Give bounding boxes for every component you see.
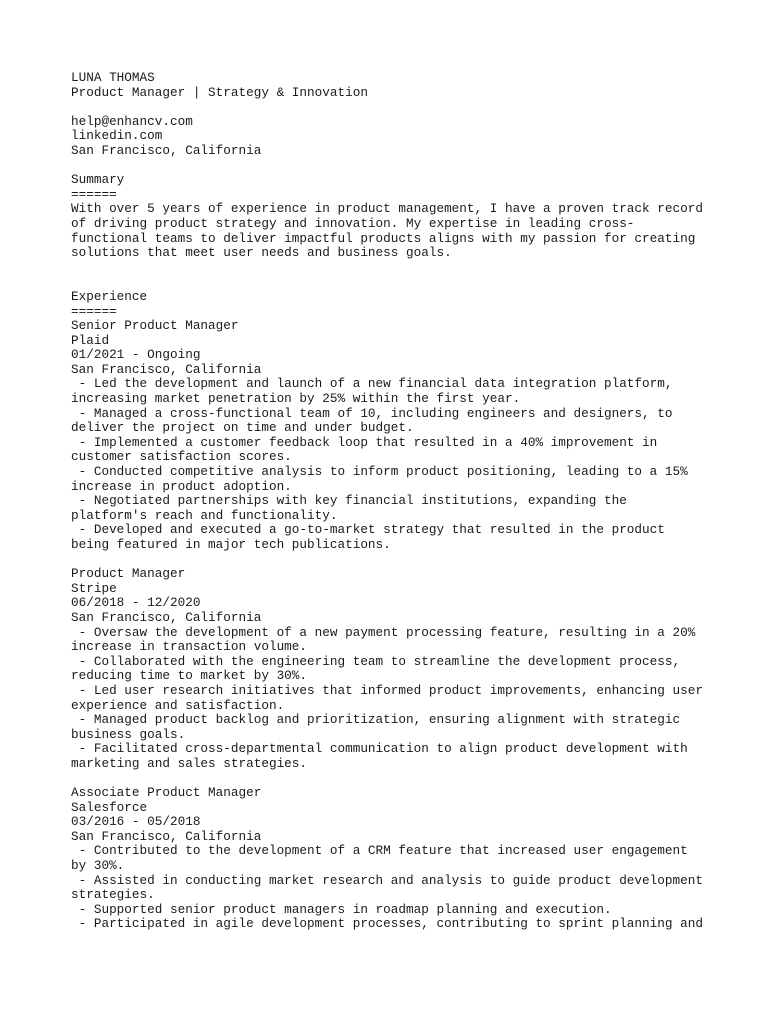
job-bullet-line: platform's reach and functionality. bbox=[71, 507, 338, 523]
job-bullet-line: - Managed a cross-functional team of 10, including engineers and designers, to bbox=[71, 405, 673, 421]
job-role: Associate Product Manager bbox=[71, 785, 262, 801]
candidate-name: LUNA THOMAS bbox=[71, 70, 155, 85]
job-bullet-line: - Oversaw the development of a new payment processing feature, resulting in a 20% bbox=[71, 624, 696, 640]
summary-body bbox=[71, 202, 711, 260]
spacer bbox=[71, 100, 711, 115]
job-company: Stripe bbox=[71, 580, 117, 596]
job-bullet-line: strategies. bbox=[71, 887, 155, 903]
job-bullet-line: - Supported senior product managers in roadmap planning and execution. bbox=[71, 901, 612, 917]
job-bullet-line: - Negotiated partnerships with key financial institutions, expanding the bbox=[71, 493, 627, 509]
summary-heading: Summary bbox=[71, 172, 125, 188]
job-bullet-line: experience and satisfaction. bbox=[71, 697, 285, 713]
job-bullet-line: - Developed and executed a go-to-market strategy that resulted in the product bbox=[71, 522, 665, 538]
job-bullet-line: - Contributed to the development of a CRM feature that increased user engagement bbox=[71, 843, 688, 859]
contact-email: help@enhancv.com bbox=[71, 113, 193, 129]
job-bullet-line: deliver the project on time and under budget. bbox=[71, 420, 414, 436]
job-dates: 03/2016 - 05/2018 bbox=[71, 814, 201, 830]
spacer bbox=[71, 275, 711, 290]
job-entry bbox=[71, 786, 711, 932]
contact-linkedin: linkedin.com bbox=[71, 128, 163, 144]
job-dates: 06/2018 - 12/2020 bbox=[71, 595, 201, 611]
job-location: San Francisco, California bbox=[71, 361, 262, 377]
job-bullet-line: - Managed product backlog and prioritization, ensuring alignment with strategic bbox=[71, 712, 681, 728]
job-bullet-line: by 30%. bbox=[71, 858, 125, 874]
spacer bbox=[71, 261, 711, 276]
job-entry bbox=[71, 567, 711, 771]
spacer bbox=[71, 772, 711, 787]
job-dates: 01/2021 - Ongoing bbox=[71, 347, 201, 363]
spacer bbox=[71, 553, 711, 568]
job-entry bbox=[71, 319, 711, 553]
job-bullet-line: business goals. bbox=[71, 726, 186, 742]
job-location: San Francisco, California bbox=[71, 609, 262, 625]
summary-line: With over 5 years of experience in product management, I have a proven track record bbox=[71, 201, 703, 217]
job-location: San Francisco, California bbox=[71, 828, 262, 844]
job-bullet-line: - Collaborated with the engineering team to streamline the development process, bbox=[71, 653, 681, 669]
job-role: Senior Product Manager bbox=[71, 318, 239, 334]
contact-location: San Francisco, California bbox=[71, 142, 262, 158]
summary-line: functional teams to deliver impactful products aligns with my passion for creating bbox=[71, 230, 696, 246]
job-bullet-line: increasing market penetration by 25% within the first year. bbox=[71, 391, 521, 407]
summary-line: of driving product strategy and innovation. My expertise in leading cross- bbox=[71, 215, 635, 231]
candidate-title: Product Manager | Strategy & Innovation bbox=[71, 84, 368, 100]
resume-document bbox=[71, 71, 711, 932]
job-bullet-line: - Participated in agile development processes, contributing to sprint planning and bbox=[71, 916, 703, 932]
summary-underline: ====== bbox=[71, 186, 117, 202]
job-bullet-line: - Conducted competitive analysis to inform product positioning, leading to a 15% bbox=[71, 464, 688, 480]
summary-line: solutions that meet user needs and business goals. bbox=[71, 245, 452, 261]
experience-heading: Experience bbox=[71, 288, 148, 304]
job-bullet-line: increase in product adoption. bbox=[71, 478, 292, 494]
job-bullet-line: - Led user research initiatives that informed product improvements, enhancing user bbox=[71, 682, 703, 698]
job-bullet-line: - Facilitated cross-departmental communication to align product development with bbox=[71, 741, 688, 757]
job-bullet-line: - Implemented a customer feedback loop that resulted in a 40% improvement in bbox=[71, 434, 658, 450]
job-bullet-line: increase in transaction volume. bbox=[71, 639, 308, 655]
experience-underline: ====== bbox=[71, 303, 117, 319]
job-bullet-line: - Assisted in conducting market research and analysis to guide product development bbox=[71, 872, 703, 888]
job-bullet-line: customer satisfaction scores. bbox=[71, 449, 292, 465]
job-bullet-line: - Led the development and launch of a new financial data integration platform, bbox=[71, 376, 673, 392]
job-company: Salesforce bbox=[71, 799, 148, 815]
job-bullet-line: reducing time to market by 30%. bbox=[71, 668, 308, 684]
job-role: Product Manager bbox=[71, 566, 186, 582]
job-bullet-line: marketing and sales strategies. bbox=[71, 755, 308, 771]
job-company: Plaid bbox=[71, 332, 110, 348]
spacer bbox=[71, 159, 711, 174]
job-bullet-line: being featured in major tech publications. bbox=[71, 537, 391, 552]
